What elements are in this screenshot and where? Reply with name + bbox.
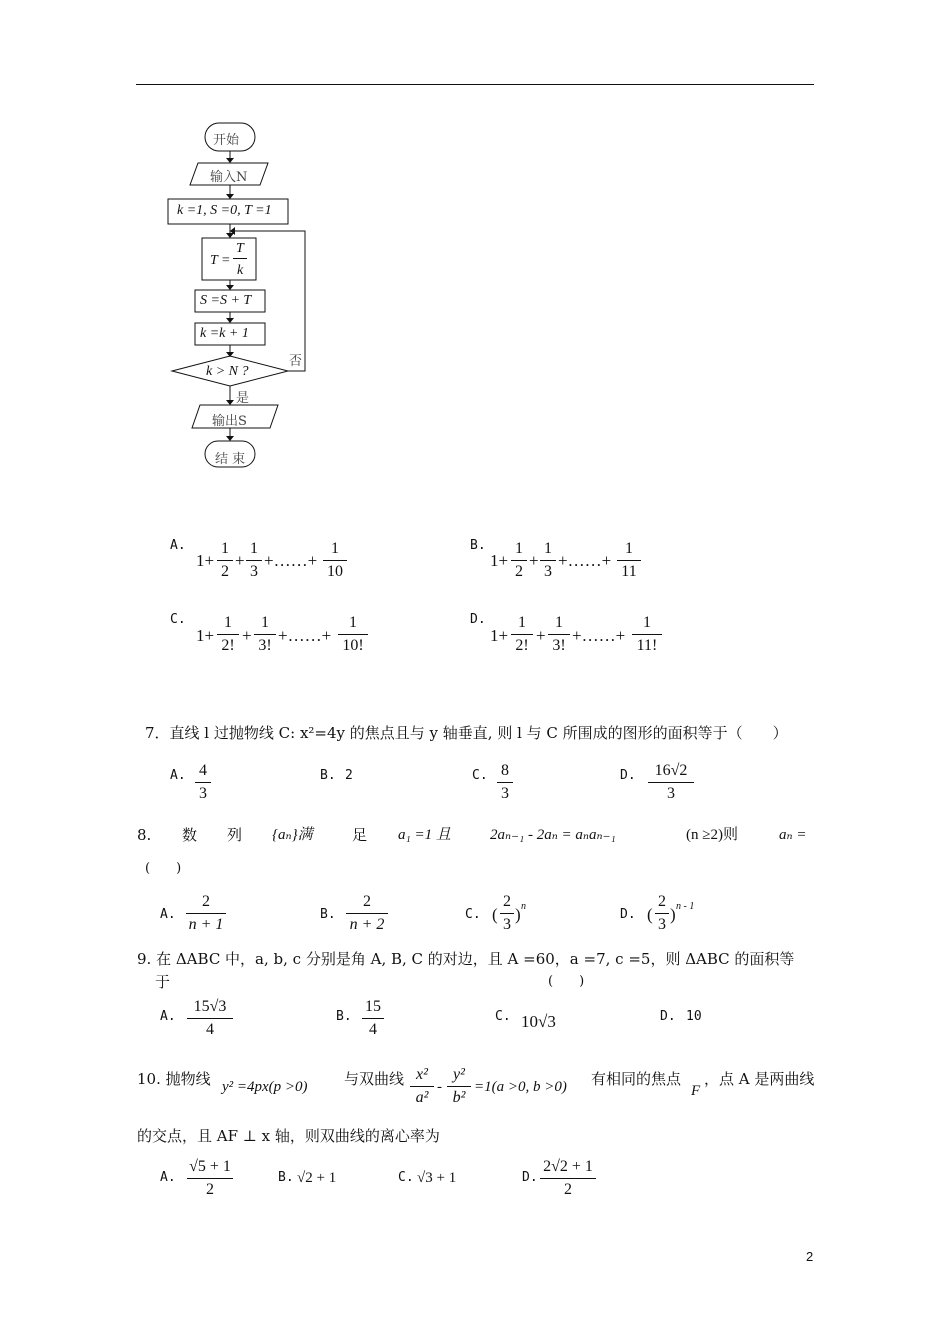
q8-c-frac: 2 3 <box>500 893 514 934</box>
q6-b-term2: 1 3 <box>540 540 556 581</box>
q9-b-label: B. <box>336 1009 352 1024</box>
page-number: 2 <box>806 1249 814 1264</box>
q6-d-last: 1 11! <box>632 614 662 655</box>
fc-output: 输出S <box>212 414 247 429</box>
q10-tail: 有相同的焦点 <box>591 1070 682 1088</box>
q10-d-label: D. <box>522 1170 538 1185</box>
q6-b-term1: 1 2 <box>511 540 527 581</box>
q8-word-0: 数 <box>182 826 198 844</box>
q6-b-dots: +……+ <box>558 551 612 570</box>
q10-c-value: √3 + 1 <box>417 1170 457 1186</box>
q6-a-last: 1 10 <box>323 540 347 581</box>
fc-start: 开始 <box>213 133 240 148</box>
q10-a-frac: √5 + 1 2 <box>187 1158 233 1199</box>
q7-b-value: 2 <box>345 768 353 783</box>
q6-c-label: C. <box>170 612 186 627</box>
q10-minus: - <box>437 1079 442 1095</box>
q8-c-label: C. <box>465 907 481 922</box>
q8-d-exp: n - 1 <box>676 901 695 912</box>
fc-end: 结 束 <box>215 452 246 467</box>
q6-d-term2: 1 3! <box>548 614 570 655</box>
q7-c-label: C. <box>472 768 488 783</box>
q6-d-dots: +……+ <box>572 626 626 645</box>
q9-c-label: C. <box>495 1009 511 1024</box>
q9-stem2: 于 <box>155 973 171 991</box>
q6-a-label: A. <box>170 538 186 553</box>
q9-d-label: D. <box>660 1009 676 1024</box>
q9-b-frac: 15 4 <box>362 998 384 1039</box>
fc-s-update: S =S + T <box>200 293 252 308</box>
q6-b-label: B. <box>470 538 486 553</box>
fc-init: k =1, S =0, T =1 <box>177 203 272 218</box>
q9-c-value: 10√3 <box>521 1012 556 1031</box>
q8-a-label: A. <box>160 907 176 922</box>
fc-t-bar <box>233 258 247 259</box>
q9-d-value: 10 <box>686 1009 702 1024</box>
fc-t-lhs: T = <box>210 253 231 268</box>
q6-a-dots: +……+ <box>264 551 318 570</box>
q8-word-1: 列 <box>227 826 243 844</box>
q8-c-exp: n <box>521 901 526 912</box>
q10-c-label: C. <box>398 1170 414 1185</box>
header-rule <box>136 84 814 85</box>
q8-b-frac: 2 n + 2 <box>346 893 388 934</box>
q9-paren: ( ) <box>548 974 585 989</box>
q8-d-label: D. <box>620 907 636 922</box>
q6-a-term1: 1 2 <box>217 540 233 581</box>
q8-word-7: aₙ = <box>779 827 807 843</box>
q6-c-dots: +……+ <box>278 626 332 645</box>
fc-yes-label: 是 <box>236 391 250 406</box>
q7-c-frac: 8 3 <box>497 762 513 803</box>
q7-a-frac: 4 3 <box>195 762 211 803</box>
fc-condition: k > N ? <box>206 364 249 379</box>
q10-d-frac: 2√2 + 1 2 <box>540 1158 596 1199</box>
fc-t-den: k <box>237 263 244 278</box>
q8-word-3: 足 <box>352 826 368 844</box>
fc-t-num: T <box>236 241 244 256</box>
q7-a-label: A. <box>170 768 186 783</box>
q8-b-label: B. <box>320 907 336 922</box>
q10-F: F <box>691 1083 701 1099</box>
q10-eq-tail: =1(a >0, b >0) <box>474 1079 567 1095</box>
q6-d-label: D. <box>470 612 486 627</box>
q6-b-last: 1 11 <box>617 540 641 581</box>
q8-num: 8. <box>137 826 152 844</box>
q10-lead: 10. 抛物线 <box>137 1070 211 1088</box>
q6-c-last: 1 10! <box>338 614 368 655</box>
q10-eq1: y² =4px(p >0) <box>222 1079 308 1095</box>
q6-c-term2: 1 3! <box>254 614 276 655</box>
q8-word-5: 2aₙ₋₁ - 2aₙ = aₙaₙ₋₁ <box>490 827 616 843</box>
q7-d-label: D. <box>620 768 636 783</box>
q6-d-term1: 1 2! <box>511 614 533 655</box>
q8-word-2: {aₙ}满 <box>272 827 313 843</box>
q10-hy-frac: y² b² <box>447 1066 471 1107</box>
q8-d-frac: 2 3 <box>655 893 669 934</box>
q8-paren: ( ) <box>145 861 182 876</box>
q10-tail2: ，点 A 是两曲线 <box>704 1070 815 1088</box>
q7-stem: 7．直线 l 过抛物线 C: x²=4y 的焦点且与 y 轴垂直, 则 l 与 C 所围成的图形的面积等于（ ） <box>145 724 788 742</box>
fc-input: 输入N <box>210 170 248 185</box>
q6-a-term2: 1 3 <box>246 540 262 581</box>
q10-a-label: A. <box>160 1170 176 1185</box>
q9-a-label: A. <box>160 1009 176 1024</box>
fc-no-label: 否 <box>289 354 303 369</box>
q7-b-label: B. <box>320 768 336 783</box>
q6-c-lead: 1+ <box>196 626 215 645</box>
q7-d-frac: 16√2 3 <box>648 762 694 803</box>
q6-a-lead: 1+ <box>196 551 215 570</box>
q9-a-frac: 15√3 4 <box>187 998 233 1039</box>
q8-a-frac: 2 n + 1 <box>186 893 226 934</box>
q10-b-label: B. <box>278 1170 294 1185</box>
q6-b-lead: 1+ <box>490 551 509 570</box>
q8-word-6: (n ≥2)则 <box>686 827 738 843</box>
q10-hx-frac: x² a² <box>410 1066 434 1107</box>
fc-k-update: k =k + 1 <box>200 326 249 341</box>
q10-b-value: √2 + 1 <box>297 1170 337 1186</box>
q9-stem: 9. 在 ΔABC 中，a, b, c 分别是角 A, B, C 的对边，且 A =60，a =7, c =5，则 ΔABC 的面积等 <box>137 950 795 968</box>
q10-mid: 与双曲线 <box>344 1070 405 1088</box>
q10-line2: 的交点，且 AF ⊥ x 轴，则双曲线的离心率为 <box>137 1127 440 1145</box>
q8-word-4: a₁ =1 且 <box>398 827 451 843</box>
q6-c-term1: 1 2! <box>217 614 239 655</box>
q6-d-lead: 1+ <box>490 626 509 645</box>
